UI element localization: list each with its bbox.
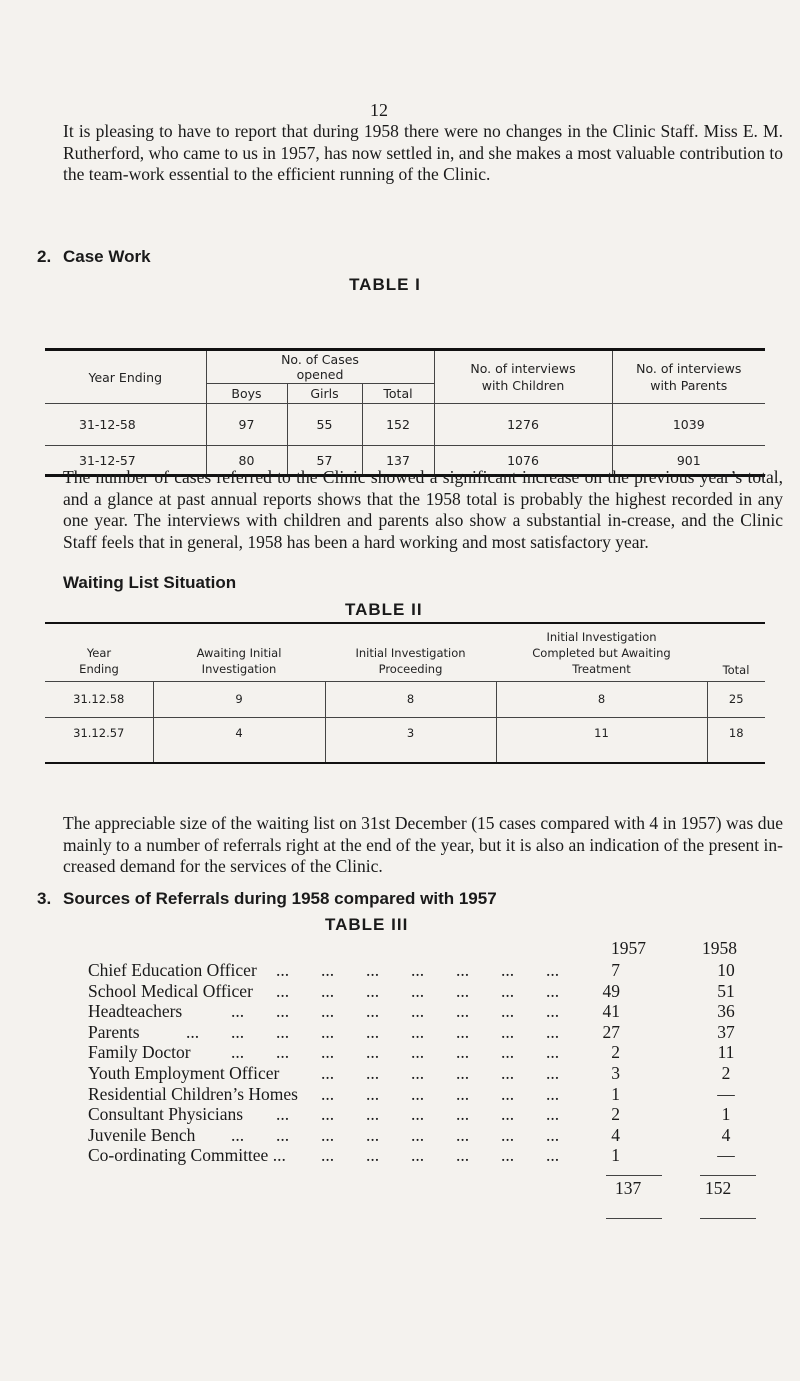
table-row <box>45 717 765 763</box>
leader-dots: ... <box>411 1042 425 1063</box>
t3-source-label: School Medical Officer <box>88 980 253 1001</box>
t1-cell-parents: 1039 <box>612 404 765 446</box>
leader-dots: ... <box>456 1124 470 1145</box>
t3-header-1957: 1957 <box>611 938 646 958</box>
leader-dots: ... <box>546 1145 560 1166</box>
t3-rule-1957 <box>606 1175 662 1176</box>
t3-source-label: Headteachers <box>88 1001 183 1022</box>
t3-value-1957: 1 <box>611 1145 620 1166</box>
leader-dots: ... <box>231 1021 245 1042</box>
t3-rule-1958 <box>700 1175 756 1176</box>
leader-dots: ... <box>366 1042 380 1063</box>
t3-source-label: Co-ordinating Committee ... <box>88 1145 286 1166</box>
leader-dots: ... <box>276 980 290 1001</box>
leader-dots: ... <box>546 1124 560 1145</box>
t2-header-total: Total <box>707 623 765 681</box>
leader-dots: ... <box>411 1083 425 1104</box>
leader-dots: ... <box>501 980 515 1001</box>
leader-dots: ... <box>501 1042 515 1063</box>
t3-value-1958: — <box>717 1145 735 1166</box>
t3-value-1958: 10 <box>717 960 735 980</box>
t2-cell-year: 31.12.58 <box>45 681 153 717</box>
leader-dots: ... <box>321 980 335 1001</box>
leader-dots: ... <box>456 1042 470 1063</box>
leader-dots: ... <box>321 1001 335 1022</box>
table-row <box>88 1125 778 1145</box>
table-row <box>88 1104 778 1124</box>
t1-cell-boys: 80 <box>206 446 287 476</box>
t2-cell-awaiting: 4 <box>153 717 325 763</box>
t2-cell-total: 25 <box>707 681 765 717</box>
t2-cell-proceeding: 3 <box>325 717 496 763</box>
leader-dots: ... <box>546 1104 560 1125</box>
leader-dots: ... <box>366 1124 380 1145</box>
t3-source-label: Parents <box>88 1021 140 1042</box>
t1-header-interviews-parents: No. of interviews with Parents <box>612 350 765 404</box>
table-1-title: TABLE I <box>349 275 421 294</box>
section-2-number: 2. <box>37 247 52 266</box>
t1-header-girls: Girls <box>287 384 362 404</box>
t3-source-label: Residential Children’s Homes <box>88 1083 298 1104</box>
leader-dots: ... <box>231 1001 245 1022</box>
section-2-title: Case Work <box>63 247 151 266</box>
t1-cell-children: 1076 <box>434 446 612 476</box>
leader-dots: ... <box>411 980 425 1001</box>
table-row <box>45 681 765 717</box>
leader-dots: ... <box>546 980 560 1001</box>
t3-value-1958: 2 <box>721 1063 731 1083</box>
leader-dots: ... <box>276 1124 290 1145</box>
t3-value-1958: 1 <box>721 1104 731 1125</box>
page-number: 12 <box>370 100 388 120</box>
leader-dots: ... <box>501 960 515 980</box>
t3-value-1958: 51 <box>717 980 735 1001</box>
leader-dots: ... <box>501 1063 515 1083</box>
table-row <box>88 1001 778 1021</box>
t2-header-completed: Initial Investigation Completed but Awaiting Treatment <box>496 623 707 681</box>
t3-value-1957: 7 <box>611 960 620 980</box>
t1-header-interviews-children: No. of interviews with Children <box>434 350 612 404</box>
leader-dots: ... <box>501 1083 515 1104</box>
leader-dots: ... <box>321 1145 335 1166</box>
t3-source-label: Juvenile Bench <box>88 1124 196 1145</box>
t2-cell-year: 31.12.57 <box>45 717 153 763</box>
leader-dots: ... <box>186 1021 200 1042</box>
section-3-title: Sources of Referrals during 1958 compared with 1957 <box>63 889 497 908</box>
t3-value-1958: — <box>717 1083 735 1104</box>
t3-source-label: Family Doctor <box>88 1042 191 1063</box>
leader-dots: ... <box>501 1104 515 1125</box>
t1-header-total: Total <box>362 384 434 404</box>
t3-value-1957: 2 <box>611 1104 620 1125</box>
t1-cell-year: 31-12-58 <box>45 404 206 446</box>
table-row <box>88 1084 778 1104</box>
leader-dots: ... <box>501 1124 515 1145</box>
leader-dots: ... <box>276 1104 290 1125</box>
leader-dots: ... <box>366 1104 380 1125</box>
t1-cell-girls: 57 <box>287 446 362 476</box>
leader-dots: ... <box>411 1145 425 1166</box>
table-row <box>88 981 778 1001</box>
leader-dots: ... <box>546 960 560 980</box>
t2-cell-completed: 8 <box>496 681 707 717</box>
table-row <box>88 1145 778 1165</box>
table-row <box>88 1042 778 1062</box>
leader-dots: ... <box>321 960 335 980</box>
t3-value-1957: 2 <box>611 1042 620 1063</box>
leader-dots: ... <box>231 1124 245 1145</box>
t3-header-1958: 1958 <box>702 938 737 958</box>
section-3-number: 3. <box>37 889 52 908</box>
leader-dots: ... <box>366 1145 380 1166</box>
table-row <box>88 1022 778 1042</box>
t3-source-label: Consultant Physicians <box>88 1104 244 1125</box>
leader-dots: ... <box>366 1083 380 1104</box>
t3-value-1957: 41 <box>602 1001 620 1022</box>
t3-value-1957: 1 <box>611 1083 620 1104</box>
t2-cell-total: 18 <box>707 717 765 763</box>
table-row <box>45 404 765 446</box>
leader-dots: ... <box>456 1001 470 1022</box>
paragraph-2: The number of cases referred to the Clinic showed a significant increase on the previous year’s total, and a glance at past annual reports shows that the 1958 total is probably the highest recorded in any one year. The interviews with children and parents also show a substantial in-crease, and the Clinic Staff feels that in general, 1958 has been a hard working and most satisfactory year. <box>63 467 783 552</box>
intro-paragraph: It is pleasing to have to report that during 1958 there were no changes in the Clinic Staff. Miss E. M. Rutherford, who came to us in 1957, has now settled in, and she makes a most valuable contribution to the team-work essential to the efficient running of the Clinic. <box>63 121 783 184</box>
t1-cell-parents: 901 <box>612 446 765 476</box>
t3-value-1957: 3 <box>611 1063 620 1083</box>
leader-dots: ... <box>276 1042 290 1063</box>
table-1 <box>45 348 765 477</box>
leader-dots: ... <box>411 1104 425 1125</box>
t3-value-1958: 36 <box>717 1001 735 1022</box>
leader-dots: ... <box>456 1104 470 1125</box>
t3-rule-total-1958 <box>700 1218 756 1219</box>
t1-cell-boys: 97 <box>206 404 287 446</box>
table-3-title: TABLE III <box>325 915 409 934</box>
t2-header-proceeding: Initial Investigation Proceeding <box>325 623 496 681</box>
leader-dots: ... <box>411 960 425 980</box>
leader-dots: ... <box>546 1001 560 1022</box>
leader-dots: ... <box>276 1021 290 1042</box>
t3-value-1957: 4 <box>611 1124 620 1145</box>
leader-dots: ... <box>366 1021 380 1042</box>
t3-total-1958: 152 <box>705 1178 732 1198</box>
t1-header-year: Year Ending <box>45 350 206 404</box>
leader-dots: ... <box>456 1145 470 1166</box>
leader-dots: ... <box>411 1021 425 1042</box>
table-2-title: TABLE II <box>345 600 423 619</box>
table-row <box>88 960 778 980</box>
t3-value-1958: 37 <box>717 1021 735 1042</box>
t1-header-cases-opened: No. of Cases opened <box>206 350 434 384</box>
leader-dots: ... <box>321 1063 335 1083</box>
leader-dots: ... <box>546 1021 560 1042</box>
t2-header-year: Year Ending <box>45 623 153 681</box>
t2-header-awaiting: Awaiting Initial Investigation <box>153 623 325 681</box>
leader-dots: ... <box>456 980 470 1001</box>
leader-dots: ... <box>366 980 380 1001</box>
leader-dots: ... <box>231 1042 245 1063</box>
t3-value-1957: 27 <box>602 1021 620 1042</box>
leader-dots: ... <box>366 1063 380 1083</box>
t3-total-1957: 137 <box>615 1178 642 1198</box>
t2-cell-completed: 11 <box>496 717 707 763</box>
leader-dots: ... <box>276 1001 290 1022</box>
leader-dots: ... <box>456 1063 470 1083</box>
leader-dots: ... <box>411 1063 425 1083</box>
table-2 <box>45 622 765 764</box>
table-row <box>88 1063 778 1083</box>
t3-source-label: Youth Employment Officer <box>88 1063 280 1083</box>
t2-cell-awaiting: 9 <box>153 681 325 717</box>
t3-value-1957: 49 <box>602 980 620 1001</box>
leader-dots: ... <box>456 1021 470 1042</box>
t1-cell-year: 31-12-57 <box>45 446 206 476</box>
leader-dots: ... <box>366 1001 380 1022</box>
leader-dots: ... <box>501 1021 515 1042</box>
t3-rule-total-1957 <box>606 1218 662 1219</box>
leader-dots: ... <box>276 960 290 980</box>
t3-value-1958: 11 <box>717 1042 735 1063</box>
t2-cell-proceeding: 8 <box>325 681 496 717</box>
t1-cell-children: 1276 <box>434 404 612 446</box>
t1-cell-total: 137 <box>362 446 434 476</box>
leader-dots: ... <box>321 1104 335 1125</box>
leader-dots: ... <box>456 1083 470 1104</box>
leader-dots: ... <box>501 1145 515 1166</box>
leader-dots: ... <box>321 1124 335 1145</box>
waiting-list-heading: Waiting List Situation <box>63 573 237 592</box>
leader-dots: ... <box>411 1124 425 1145</box>
leader-dots: ... <box>501 1001 515 1022</box>
leader-dots: ... <box>546 1063 560 1083</box>
t1-cell-girls: 55 <box>287 404 362 446</box>
leader-dots: ... <box>456 960 470 980</box>
t1-cell-total: 152 <box>362 404 434 446</box>
t1-header-boys: Boys <box>206 384 287 404</box>
leader-dots: ... <box>411 1001 425 1022</box>
paragraph-3: The appreciable size of the waiting list on 31st December (15 cases compared with 4 in 1957) was due mainly to a number of referrals right at the end of the year, but it is also an indication of the present in-creased demand for the services of the Clinic. <box>63 813 783 876</box>
leader-dots: ... <box>366 960 380 980</box>
t3-source-label: Chief Education Officer <box>88 960 257 980</box>
leader-dots: ... <box>321 1021 335 1042</box>
t3-value-1958: 4 <box>721 1124 731 1145</box>
leader-dots: ... <box>546 1083 560 1104</box>
leader-dots: ... <box>546 1042 560 1063</box>
leader-dots: ... <box>321 1042 335 1063</box>
leader-dots: ... <box>321 1083 335 1104</box>
